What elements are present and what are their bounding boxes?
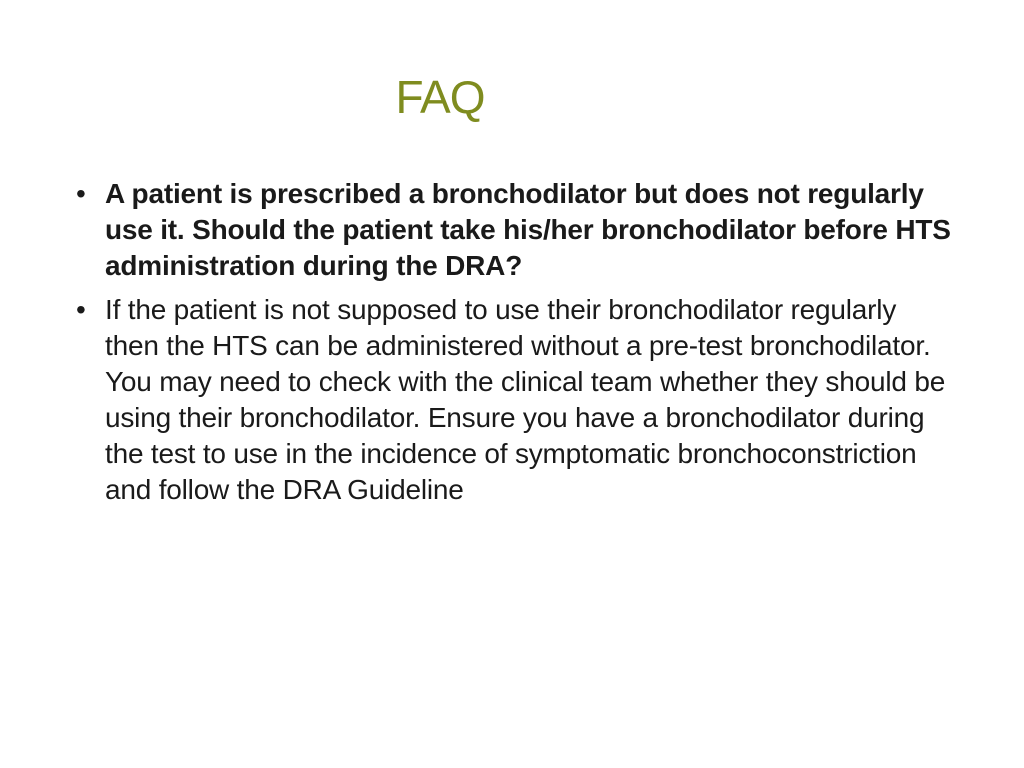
- bullet-list: [76, 176, 956, 508]
- answer-text: If the patient is not supposed to use their bronchodilator regularly then the HTS can be administered without a pre-test bronchodilator. You may need to check with the clinical team whether they should be using their bronchodilator. Ensure you have a bronchodilator during the test to use in the incidence of symptomatic bronchoconstriction and follow the DRA Guideline: [105, 294, 946, 505]
- bullet-marker: •: [76, 294, 86, 325]
- question-text: A patient is prescribed a bronchodilator but does not regularly use it. Should the patient take his/her bronchodilator before HTS administration during the DRA?: [105, 178, 951, 281]
- answer-bullet: [76, 292, 956, 508]
- bullet-marker: •: [76, 178, 86, 209]
- slide-title: FAQ: [395, 71, 485, 123]
- question-bullet: [76, 176, 956, 284]
